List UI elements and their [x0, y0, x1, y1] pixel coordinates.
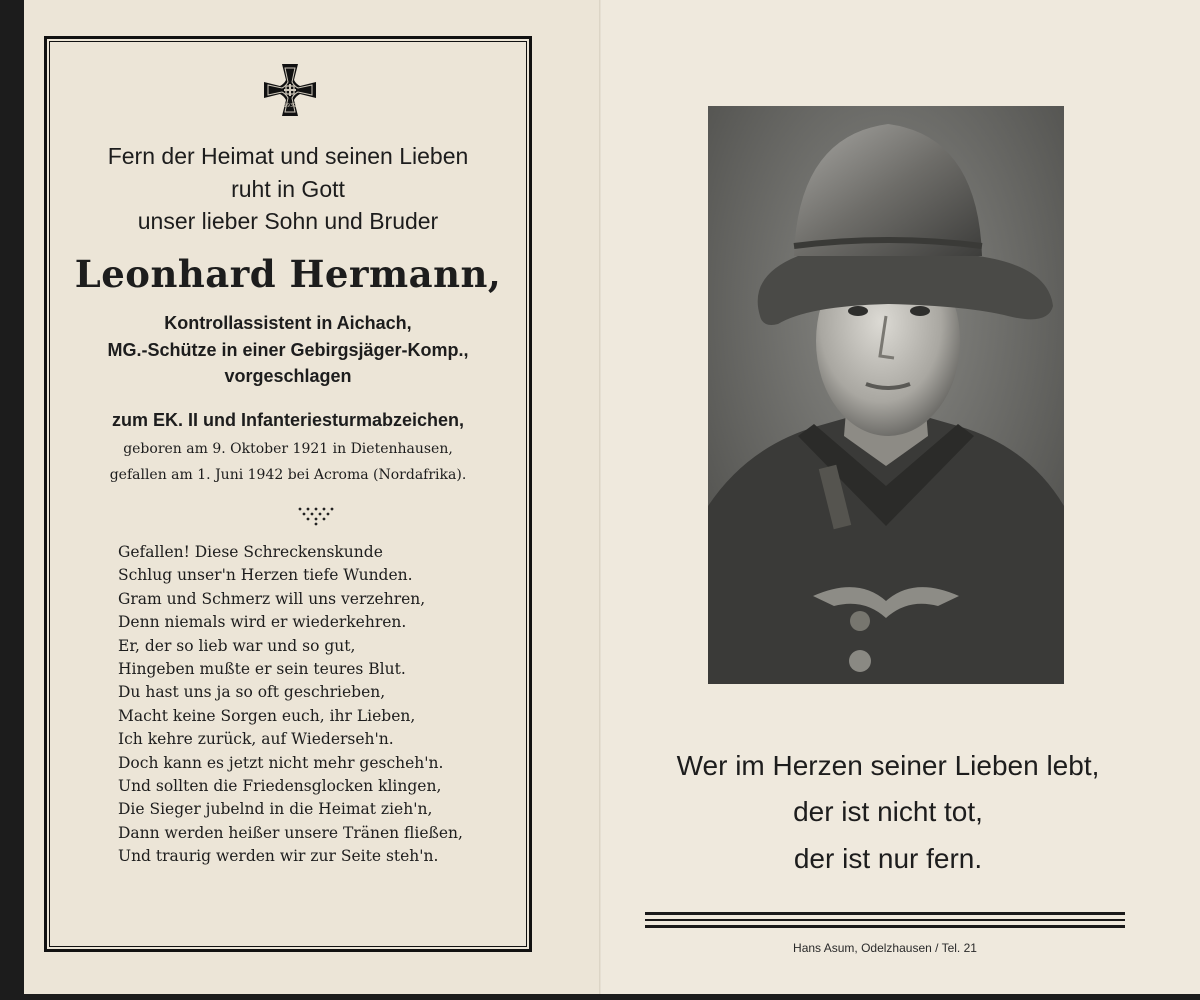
poem-line: Und traurig werden wir zur Seite steh'n. [118, 847, 439, 866]
detail-occupation: Kontrollassistent in Aichach, [164, 313, 412, 333]
poem-line: Denn niemals wird er wiederkehren. [118, 613, 407, 632]
card-fold [599, 0, 602, 994]
heading-line-3: unser lieber Sohn und Bruder [137, 208, 439, 234]
detail-proposed: vorgeschlagen [224, 366, 352, 386]
divider-rule [645, 925, 1125, 928]
poem-line: Du hast uns ja so oft geschrieben, [118, 683, 386, 702]
poem-line: Dann werden heißer unsere Tränen fließen, [118, 823, 463, 842]
dot-ornament-icon [296, 505, 336, 527]
poem-line: Doch kann es jetzt nicht mehr gescheh'n. [118, 753, 444, 772]
deceased-name: Leonhard Hermann, [74, 252, 502, 296]
poem-line: Ich kehre zurück, auf Wiederseh'n. [118, 730, 394, 749]
divider-rule [645, 912, 1125, 915]
poem [118, 541, 538, 868]
poem-line: Schlug unser'n Herzen tiefe Wunden. [118, 566, 413, 585]
printer-credit: Hans Asum, Odelzhausen / Tel. 21 [793, 941, 977, 955]
iron-cross-icon [262, 62, 318, 118]
death-line: gefallen am 1. Juni 1942 bei Acroma (Nordafrika). [109, 467, 467, 483]
detail-award: zum EK. II und Infanteriesturmabzeichen, [111, 410, 465, 430]
heading-line-1: Fern der Heimat und seinen Lieben [107, 143, 469, 169]
poem-line: Hingeben mußte er sein teures Blut. [118, 659, 406, 678]
poem-line: Gefallen! Diese Schreckenskunde [118, 543, 383, 561]
soldier-portrait-photo [708, 106, 1064, 684]
birth-line: geboren am 9. Oktober 1921 in Dietenhausen, [123, 441, 453, 457]
poem-line: Die Sieger jubelnd in die Heimat zieh'n, [118, 800, 433, 819]
poem-line: Gram und Schmerz will uns verzehren, [118, 589, 426, 608]
heading-line-2: ruht in Gott [231, 176, 345, 202]
quote-line-2: der ist nicht tot, [793, 796, 983, 827]
poem-line: Und sollten die Friedensglocken klingen, [118, 776, 442, 795]
quote-line-1: Wer im Herzen seiner Lieben lebt, [676, 750, 1100, 781]
cross-year: 1939 [283, 103, 297, 109]
poem-line: Er, der so lieb war und so gut, [118, 636, 356, 655]
detail-unit: MG.-Schütze in einer Gebirgsjäger-Komp., [107, 340, 469, 360]
divider-rule [645, 919, 1125, 921]
quote-line-3: der ist nur fern. [793, 843, 983, 874]
poem-line: Macht keine Sorgen euch, ihr Lieben, [118, 706, 416, 725]
